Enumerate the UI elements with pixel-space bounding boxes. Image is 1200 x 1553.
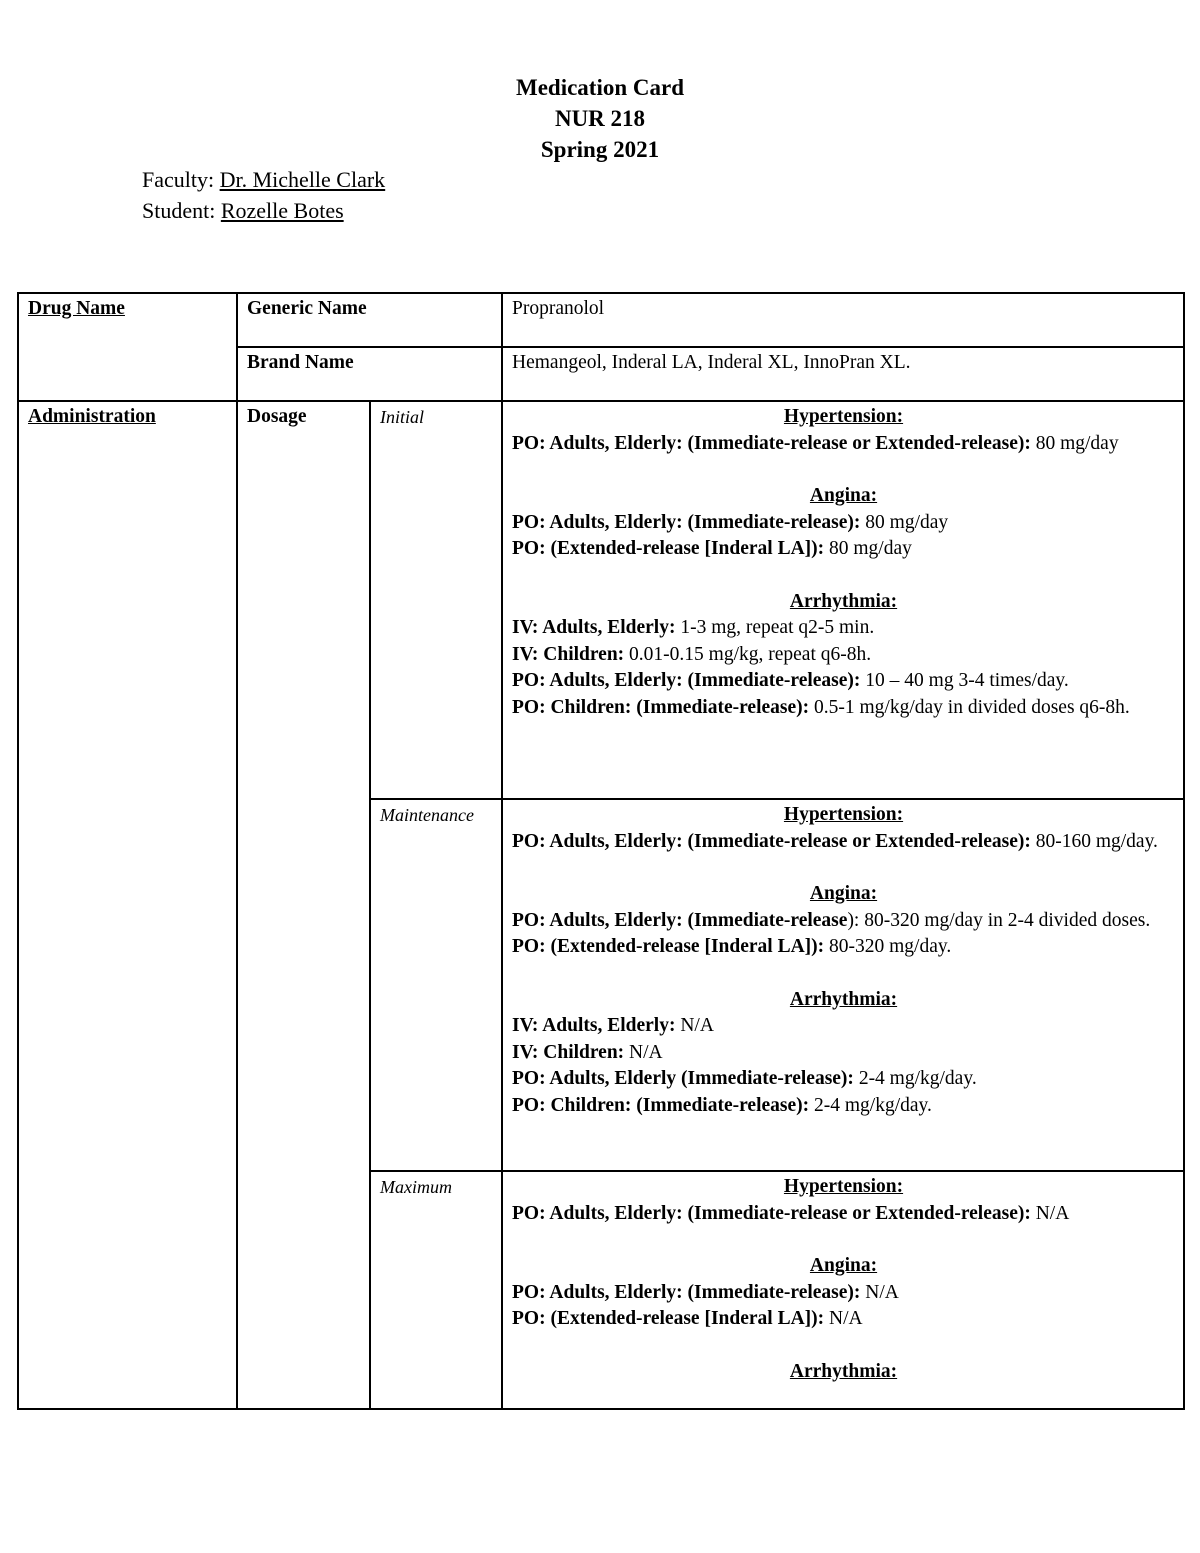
faculty-line: [142, 164, 385, 195]
dosage-label-cell: [237, 401, 370, 1409]
initial-arrhythmia-line: PO: Adults, Elderly: (Immediate-release): 10 – 40 mg 3-4 times/day.: [512, 670, 1069, 691]
initial-angina-line: PO: Adults, Elderly: (Immediate-release): 80 mg/day: [512, 511, 949, 533]
initial-angina-title: Angina:: [809, 485, 878, 506]
initial-label-cell: [370, 401, 502, 799]
maximum-hypertension-line: PO: Adults, Elderly: (Immediate-release or Extended-release): N/A: [512, 1202, 1070, 1224]
maximum-angina-title: Angina:: [809, 1255, 878, 1276]
brand-name-value-cell: [502, 347, 1184, 401]
generic-name-value-cell: [502, 293, 1184, 347]
document-title: Medication Card: [515, 75, 684, 100]
administration-section: [18, 401, 237, 1409]
maintenance-arrhythmia-line: PO: Children: (Immediate-release): 2-4 mg/kg/day.: [512, 1094, 932, 1116]
generic-name-label: Generic Name: [247, 298, 367, 319]
initial-dosage-row: [18, 401, 1184, 799]
maintenance-angina-title: Angina:: [809, 883, 878, 904]
student-label: Student:: [142, 198, 216, 223]
drug-name-section: [18, 293, 237, 401]
faculty-name: Dr. Michelle Clark: [219, 167, 386, 192]
initial-arrhythmia-line: IV: Adults, Elderly: 1-3 mg, repeat q2-5 min.: [512, 617, 875, 638]
maintenance-arrhythmia-line: IV: Children: N/A: [512, 1041, 663, 1063]
initial-arrhythmia-title: Arrhythmia:: [789, 590, 898, 612]
brand-name-label-cell: [237, 347, 502, 401]
drug-name-heading: Drug Name: [28, 298, 125, 319]
maintenance-arrhythmia-line: PO: Adults, Elderly (Immediate-release): 2-4 mg/kg/day.: [512, 1068, 977, 1089]
brand-name-label: Brand Name: [247, 352, 354, 373]
student-line: [142, 195, 344, 226]
maximum-angina-line: PO: Adults, Elderly: (Immediate-release): N/A: [512, 1281, 899, 1303]
faculty-label: Faculty:: [142, 167, 215, 192]
brand-name-value: Hemangeol, Inderal LA, Inderal XL, InnoPran XL.: [512, 352, 911, 373]
maximum-content: [502, 1171, 1184, 1409]
maintenance-content: [502, 799, 1184, 1171]
maximum-hypertension-title: Hypertension:: [783, 1176, 904, 1197]
initial-angina-line: PO: (Extended-release [Inderal LA]): 80 mg/day: [512, 538, 912, 559]
initial-hypertension-title: Hypertension:: [783, 406, 904, 427]
maintenance-arrhythmia-line: IV: Adults, Elderly: N/A: [512, 1015, 714, 1036]
maintenance-arrhythmia-title: Arrhythmia:: [789, 988, 898, 1010]
initial-arrhythmia-line: PO: Children: (Immediate-release): 0.5-1 mg/kg/day in divided doses q6-8h.: [512, 696, 1130, 718]
administration-heading: Administration: [28, 406, 156, 427]
generic-name-row: [18, 293, 1184, 347]
document-header: [0, 72, 1200, 165]
dosage-label: Dosage: [247, 406, 307, 427]
term: Spring 2021: [540, 137, 660, 162]
maintenance-hypertension-line: PO: Adults, Elderly: (Immediate-release or Extended-release): 80-160 mg/day.: [512, 830, 1158, 852]
initial-label: Initial: [380, 407, 424, 427]
course-code: NUR 218: [554, 106, 646, 131]
maintenance-label-cell: [370, 799, 502, 1171]
maximum-label: Maximum: [380, 1177, 452, 1197]
initial-hypertension-line: PO: Adults, Elderly: (Immediate-release or Extended-release): 80 mg/day: [512, 432, 1119, 454]
maximum-label-cell: [370, 1171, 502, 1409]
maintenance-angina-line: PO: (Extended-release [Inderal LA]): 80-320 mg/day.: [512, 936, 952, 957]
medication-table: [17, 292, 1185, 1410]
maximum-arrhythmia-title: Arrhythmia:: [789, 1360, 898, 1382]
generic-name-label-cell: [237, 293, 502, 347]
initial-arrhythmia-line: IV: Children: 0.01-0.15 mg/kg, repeat q6-8h.: [512, 643, 872, 665]
maintenance-hypertension-title: Hypertension:: [783, 804, 904, 825]
maximum-angina-line: PO: (Extended-release [Inderal LA]): N/A: [512, 1308, 863, 1329]
student-name: Rozelle Botes: [220, 198, 344, 223]
initial-content: [502, 401, 1184, 799]
generic-name-value: Propranolol: [512, 298, 605, 319]
maintenance-label: Maintenance: [380, 805, 474, 825]
maintenance-angina-line: PO: Adults, Elderly: (Immediate-release): 80-320 mg/day in 2-4 divided doses.: [512, 909, 1151, 931]
